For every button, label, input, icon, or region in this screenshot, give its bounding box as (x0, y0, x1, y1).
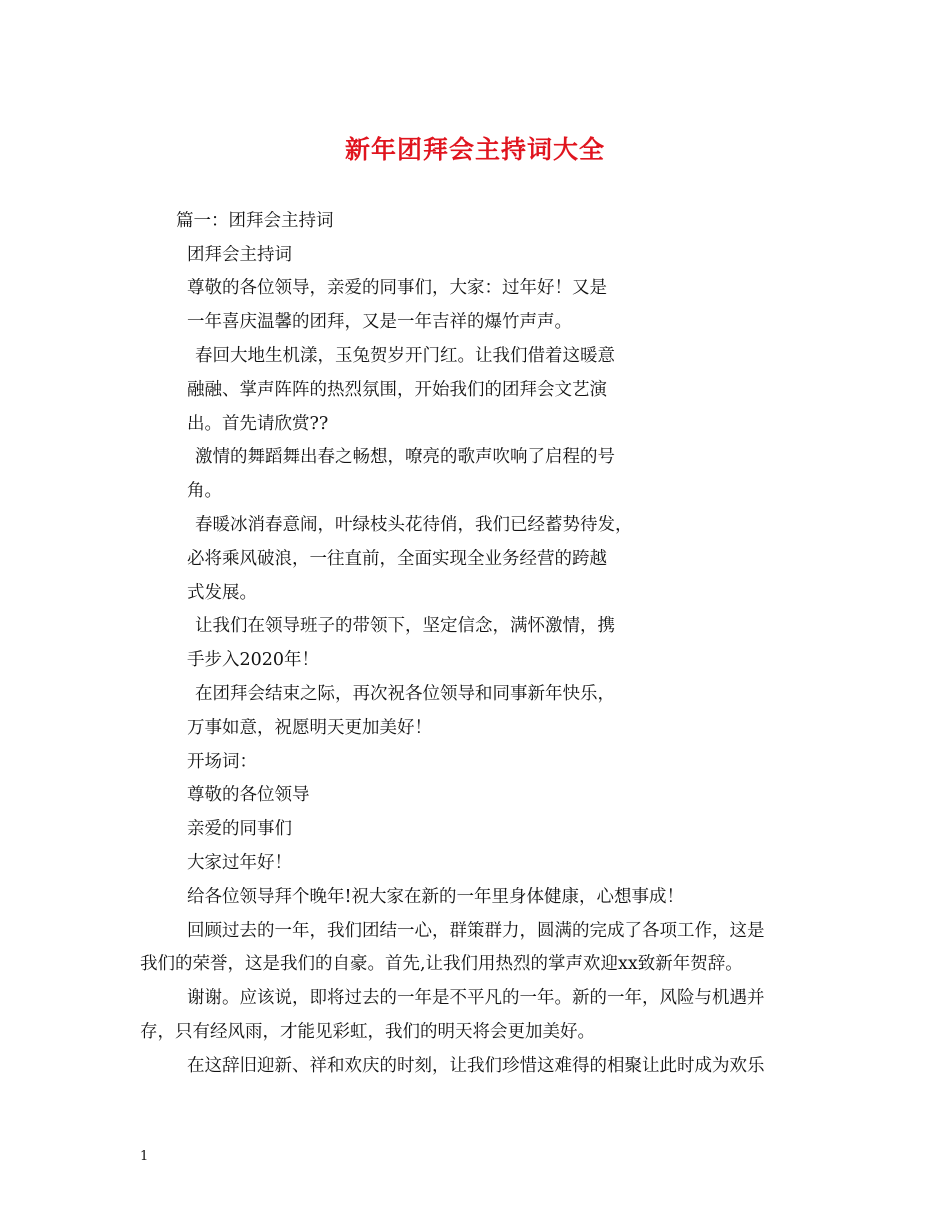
text-line: 尊敬的各位领导，亲爱的同事们，大家：过年好！又是 (187, 278, 607, 298)
text-line: 出。首先请欣赏?? (187, 414, 329, 434)
page-number: 1 (140, 1149, 149, 1164)
text-line: 在团拜会结束之际，再次祝各位领导和同事新年快乐， (195, 684, 615, 704)
text-line: 尊敬的各位领导 (187, 785, 310, 805)
text-line: 开场词： (187, 752, 257, 772)
text-line: 融融、掌声阵阵的热烈氛围，开始我们的团拜会文艺演 (187, 380, 607, 400)
text-line: 角。 (187, 481, 222, 501)
text-line: 万事如意，祝愿明天更加美好！ (187, 718, 432, 738)
document-title: 新年团拜会主持词大全 (344, 135, 605, 164)
text-line: 团拜会主持词 (187, 245, 292, 265)
text-line: 存，只有经风雨，才能见彩虹，我们的明天将会更加美好。 (140, 1022, 595, 1042)
text-line: 在这辞旧迎新、祥和欢庆的时刻，让我们珍惜这难得的相聚让此时成为欢乐 (187, 1056, 765, 1076)
text-line: 春回大地生机漾，玉兔贺岁开门红。让我们借着这暖意 (195, 346, 615, 366)
text-line: 给各位领导拜个晚年!祝大家在新的一年里身体健康，心想事成！ (187, 887, 685, 907)
text-line: 春暖冰消春意闹，叶绿枝头花待俏，我们已经蓄势待发， (195, 515, 633, 535)
text-line: 回顾过去的一年，我们团结一心，群策群力，圆满的完成了各项工作，这是 (187, 921, 765, 941)
text-line: 亲爱的同事们 (187, 819, 292, 839)
text-line: 大家过年好！ (187, 853, 292, 873)
text-line: 我们的荣誉，这是我们的自豪。首先,让我们用热烈的掌声欢迎xx致新年贺辞。 (140, 954, 743, 974)
text-line: 式发展。 (187, 583, 257, 603)
text-line: 激情的舞蹈舞出春之畅想，嘹亮的歌声吹响了启程的号 (195, 447, 615, 467)
text-line: 必将乘风破浪，一往直前，全面实现全业务经营的跨越 (187, 549, 607, 569)
text-line: 一年喜庆温馨的团拜，又是一年吉祥的爆竹声声。 (187, 312, 572, 332)
text-line: 篇一：团拜会主持词 (176, 211, 334, 231)
text-line: 让我们在领导班子的带领下，坚定信念，满怀激情，携 (195, 616, 615, 636)
text-line: 谢谢。应该说，即将过去的一年是不平凡的一年。新的一年，风险与机遇并 (187, 988, 765, 1008)
text-line: 手步入2020年！ (187, 650, 320, 670)
